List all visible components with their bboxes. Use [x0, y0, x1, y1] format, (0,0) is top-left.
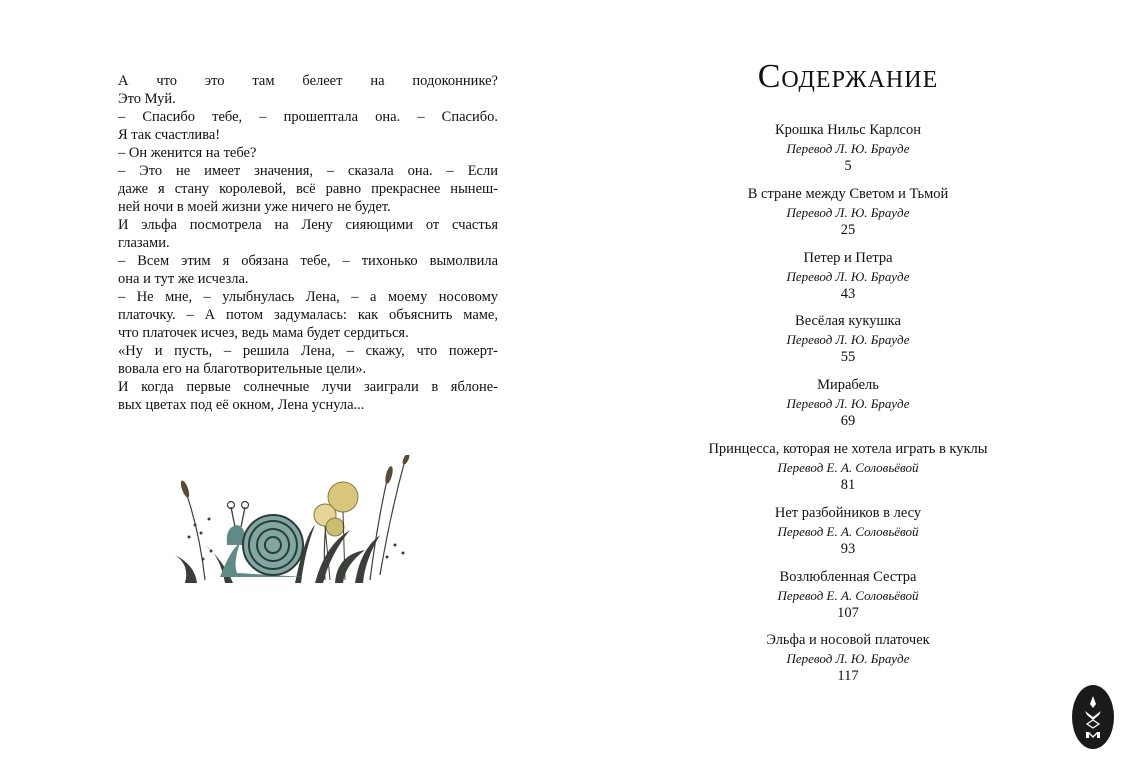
- story-line: платочку. – А потом задумалась: как объяснить маме,: [118, 307, 498, 323]
- toc-entry-title: Принцесса, которая не хотела играть в куклы: [708, 440, 988, 457]
- story-line: она и тут же исчезла.: [118, 271, 249, 287]
- right-page: [565, 0, 1131, 768]
- toc-entry-title: Весёлая кукушка: [795, 313, 901, 330]
- publisher-logo-icon: [1071, 684, 1115, 750]
- toc-entry-translator: Перевод Л. Ю. Брауде: [786, 204, 910, 220]
- toc-entry-page: 81: [840, 476, 856, 493]
- story-line: вых цветах под её окном, Лена уснула...: [118, 397, 365, 413]
- toc-entry-translator: Перевод Е. А. Соловьёвой: [777, 587, 919, 603]
- toc-entry: [580, 377, 1116, 441]
- toc-entry: [580, 313, 1116, 377]
- story-line: – Спасибо тебе, – прошептала она. – Спасибо.: [118, 109, 498, 125]
- toc-entry-title: Мирабель: [817, 377, 879, 394]
- story-line: И когда первые солнечные лучи заиграли в яблоне-: [118, 379, 498, 395]
- toc-entry-title: Петер и Петра: [803, 249, 893, 266]
- toc-entry-translator: Перевод Л. Ю. Брауде: [786, 396, 910, 412]
- toc-entry: [580, 186, 1116, 250]
- toc-entry-page: 107: [837, 604, 859, 621]
- snail-and-grass-illustration: [165, 455, 415, 585]
- toc-entry-page: 117: [837, 668, 859, 685]
- toc-entry-page: 25: [840, 221, 856, 238]
- story-text: [118, 72, 498, 414]
- toc-entry-page: 55: [840, 349, 856, 366]
- story-line: «Ну и пусть, – решила Лена, – скажу, что пожерт-: [118, 343, 498, 359]
- toc-entry-translator: Перевод Е. А. Соловьёвой: [777, 459, 919, 475]
- story-line: – Не мне, – улыбнулась Лена, – а моему носовому: [118, 289, 498, 305]
- story-line: И эльфа посмотрела на Лену сияющими от счастья: [118, 217, 498, 233]
- toc-entry-title: Нет разбойников в лесу: [774, 504, 922, 521]
- story-line: даже я стану королевой, всё равно прекраснее нынеш-: [118, 181, 498, 197]
- story-line: ней ночи в моей жизни уже ничего не будет.: [118, 199, 391, 215]
- story-line: вовала его на благотворительные цели».: [118, 361, 367, 377]
- toc-entry: [580, 250, 1116, 314]
- toc-entry: [580, 441, 1116, 505]
- toc-entry-page: 69: [840, 413, 856, 430]
- toc-entry-translator: Перевод Л. Ю. Брауде: [786, 332, 910, 348]
- story-line: – Всем этим я обязана тебе, – тихонько вымолвила: [118, 253, 498, 269]
- toc-entry-translator: Перевод Л. Ю. Брауде: [786, 268, 910, 284]
- toc-entry-title: Крошка Нильс Карлсон: [774, 122, 922, 138]
- toc-entry-title: Возлюбленная Сестра: [779, 568, 917, 585]
- toc-entry: [580, 632, 1116, 696]
- toc-entry-translator: Перевод Л. Ю. Брауде: [786, 651, 910, 667]
- toc-entry-page: 5: [844, 158, 852, 174]
- toc-entry-page: 43: [840, 285, 856, 302]
- toc-entry: [580, 122, 1116, 186]
- story-line: глазами.: [118, 235, 170, 251]
- story-line: что платочек исчез, ведь мама будет сердиться.: [118, 325, 409, 341]
- toc-title: Содержание: [757, 58, 939, 95]
- left-page: [0, 0, 565, 768]
- story-line: Это Муй.: [118, 91, 176, 107]
- toc-entry: [580, 505, 1116, 569]
- toc-entry: [580, 569, 1116, 633]
- toc-entry-title: Эльфа и носовой платочек: [766, 632, 930, 649]
- story-line: Я так счастлива!: [118, 127, 221, 143]
- table-of-contents: [580, 122, 1116, 696]
- toc-entry-title: В стране между Светом и Тьмой: [747, 185, 949, 202]
- story-line: – Он женится на тебе?: [118, 145, 257, 161]
- story-line: А что это там белеет на подоконнике?: [118, 73, 498, 89]
- toc-entry-translator: Перевод Е. А. Соловьёвой: [777, 523, 919, 539]
- toc-entry-translator: Перевод Л. Ю. Брауде: [786, 141, 910, 156]
- toc-entry-page: 93: [840, 540, 856, 557]
- story-line: – Это не имеет значения, – сказала она. – Если: [118, 163, 498, 179]
